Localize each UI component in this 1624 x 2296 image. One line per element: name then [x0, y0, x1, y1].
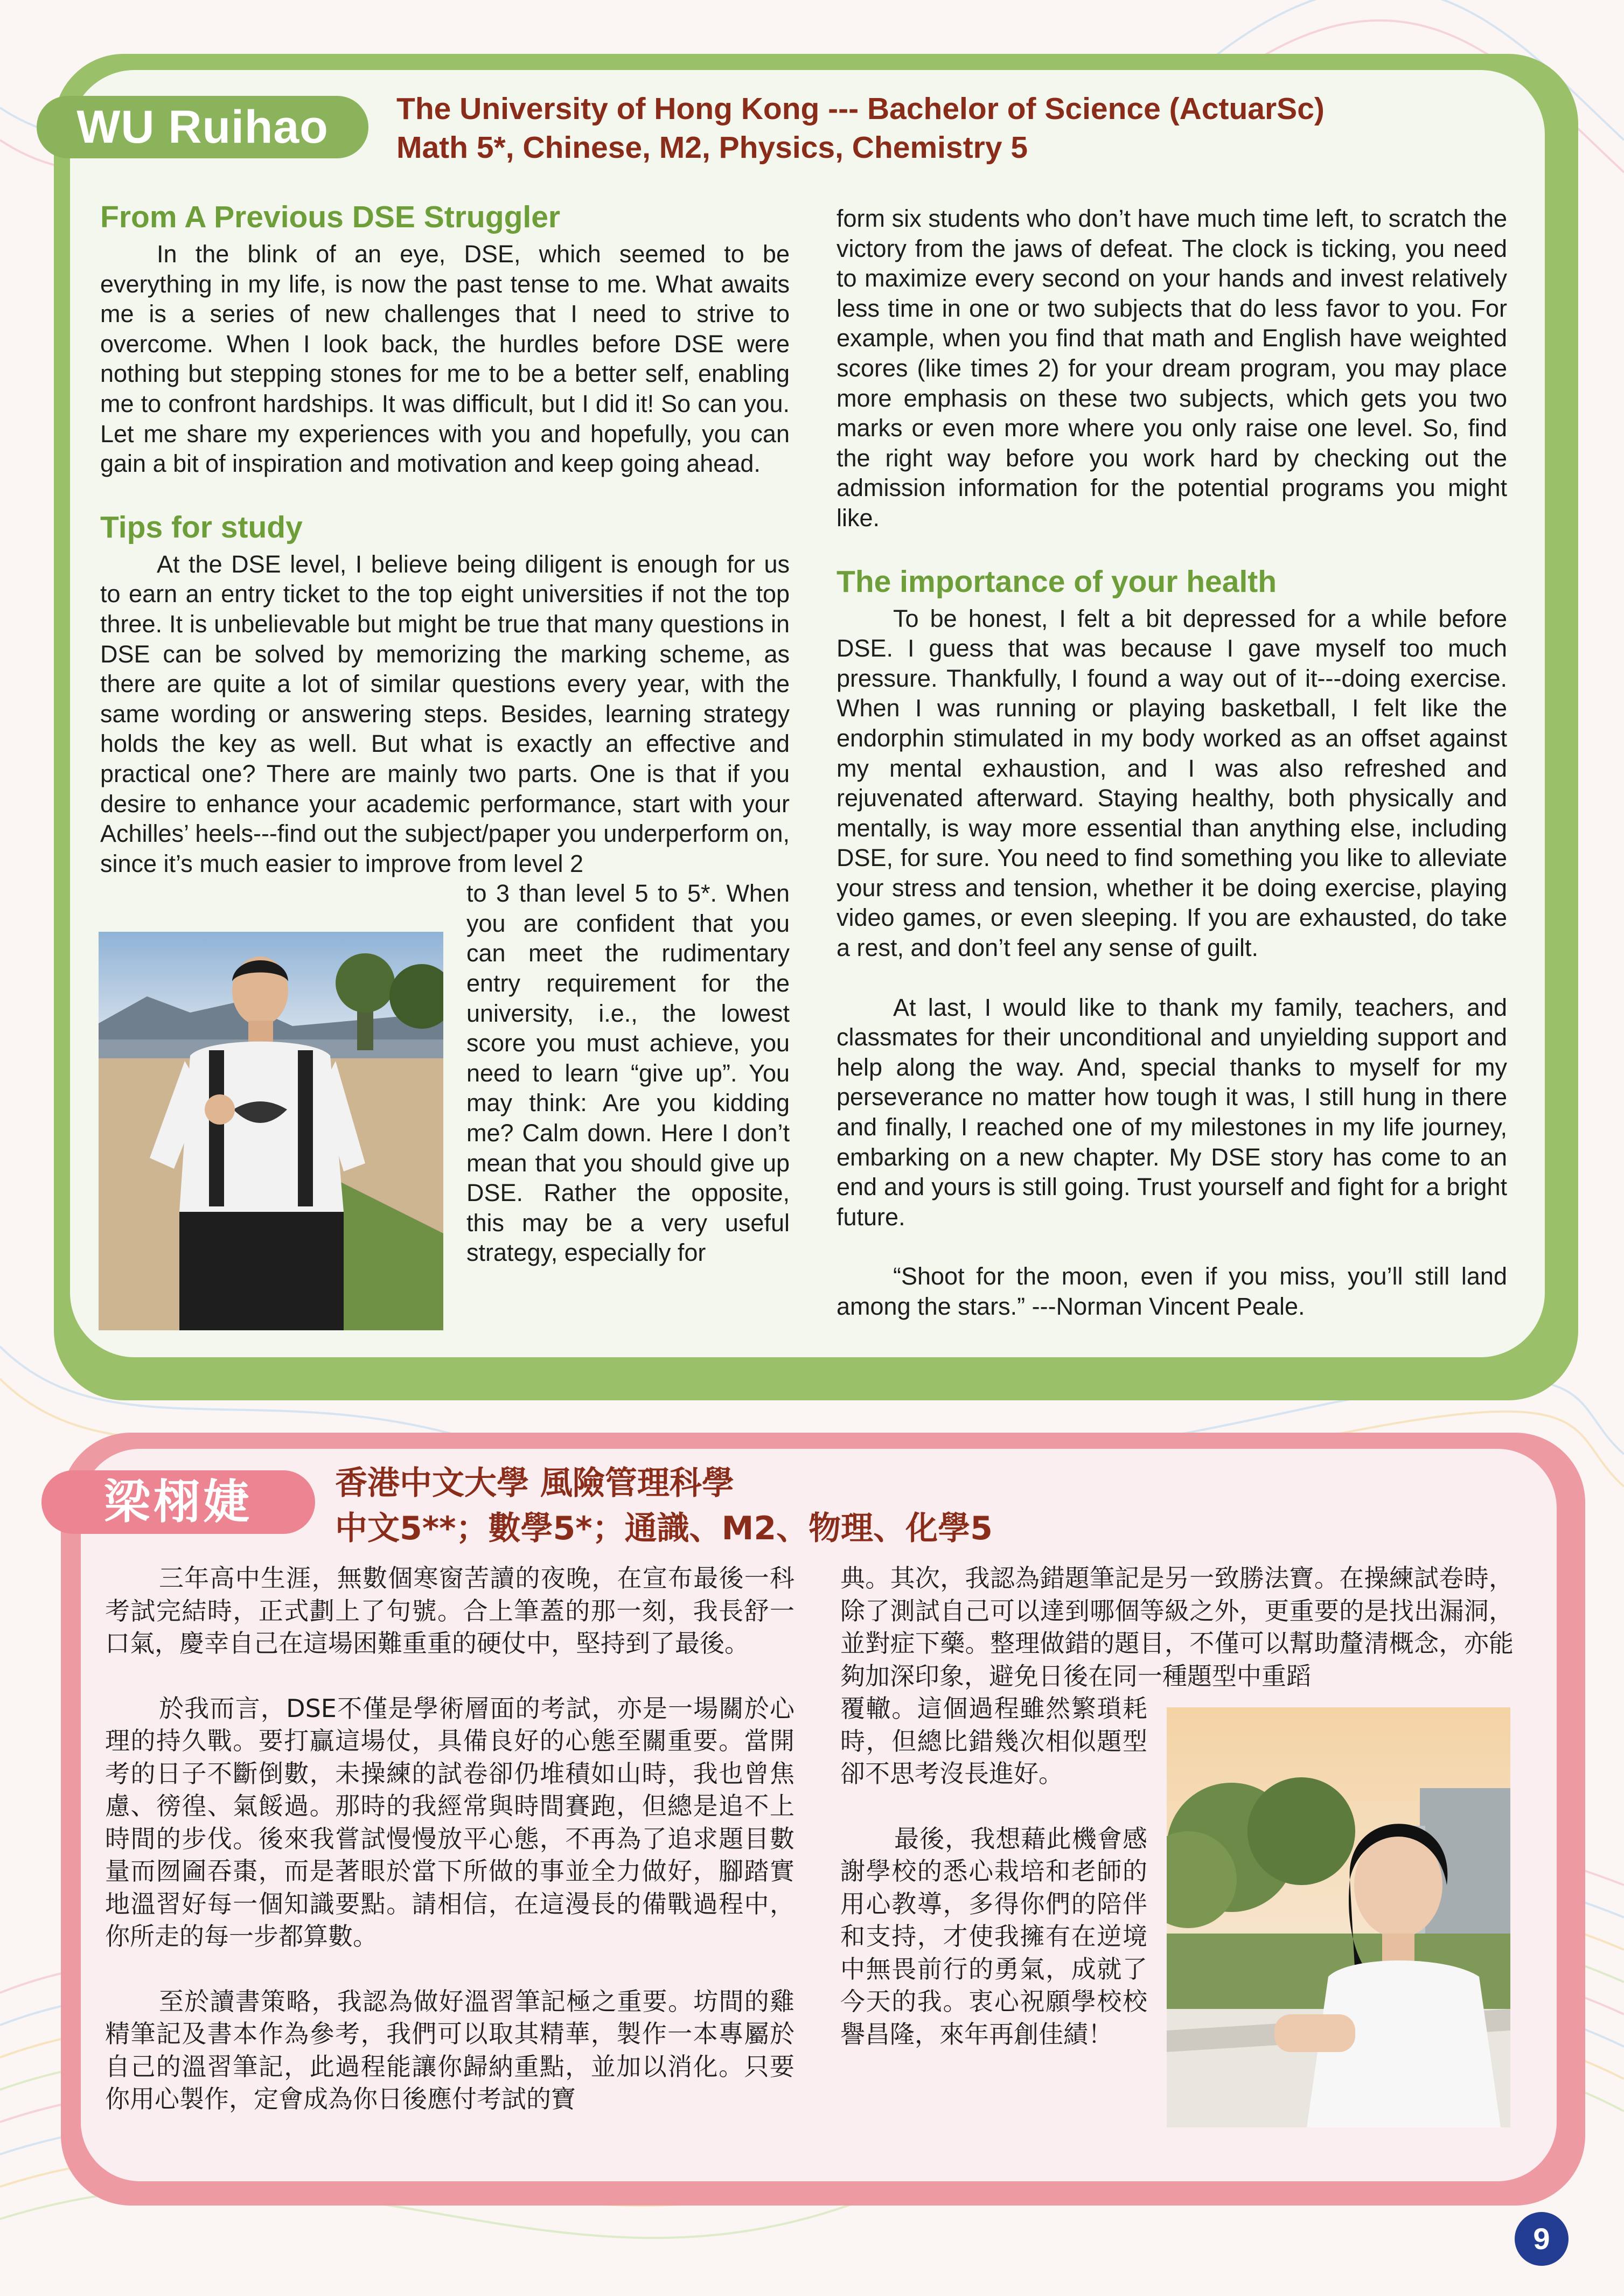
paragraph: 三年高中生涯，無數個寒窗苦讀的夜晚，在宣布最後一科考試完結時，正式劃上了句號。合上筆蓋的那一刻，我長舒一口氣，慶幸自己在這場困難重重的硬仗中，堅持到了最後。 — [105, 1564, 794, 1658]
student-heading-zh — [335, 1461, 993, 1551]
section-title: From A Previous DSE Struggler — [100, 200, 561, 234]
paragraph-continued: 覆轍。這個過程雖然繁瑣耗時，但總比錯幾次相似題型卻不思考沒長進好。 — [840, 1694, 1147, 1788]
paragraph-continued: form six students who don’t have much time left, to scratch the victory from the jaws of defeat. The clock is ticking, you need to maximize every second on your hands and invest relatively less time in one or two subjects that do less favor to you. For example, when you find that math and English have weighted scores (like times 2) for your dream program, you may place more emphasis on these two subjects, which gets you two marks or even more where you only raise one level. So, find the right way before you work hard by checking out the admission information for the potential programs you might like. — [837, 205, 1507, 532]
paragraph: At the DSE level, I believe being diligent is enough for us to earn an entry ticket to the top eight universities if not the top three. It is unbelievable but might be true that many questions in DSE can be solved by memorizing the marking scheme, as there are quite a lot of similar questions every year, with the same wording or answering steps. Besides, learning strategy holds the key as well. But what is exactly an effective and practical one? There are mainly two parts. One is that if you desire to enhance your academic performance, start with your Achilles’ heels---find out the subject/paper you underperform on, since it’s much easier to improve from level 2 — [100, 550, 790, 877]
paragraph: 於我而言，DSE不僅是學術層面的考試，亦是一場關於心理的持久戰。要打贏這場仗，具備良好的心態至關重要。當開考的日子不斷倒數，未操練的試卷卻仍堆積如山時，我也曾焦慮、徬徨、氣餒過。那時的我經常與時間賽跑，但總是追不上時間的步伐。後來我嘗試慢慢放平心態，不再為了追求題目數量而囫圇吞棗，而是著眼於當下所做的事並全力做好，腳踏實地溫習好每一個知識要點。請相信，在這漫長的備戰過程中，你所走的每一步都算數。 — [105, 1693, 794, 1951]
page-number-badge: 9 — [1515, 2212, 1569, 2266]
student-photo-en — [99, 932, 443, 1330]
university-program-en: The University of Hong Kong --- Bachelor of Science (ActuarSc) — [396, 92, 1325, 126]
paragraph: 最後，我想藉此機會感謝學校的悉心栽培和老師的用心教導，多得你們的陪伴和支持，才使我擁有在逆境中無畏前行的勇氣，成就了今天的我。衷心祝願學校校譽昌隆，來年再創佳績！ — [840, 1824, 1147, 2049]
article-column-2 — [837, 204, 1507, 1322]
section-title: The importance of your health — [837, 564, 1277, 599]
paragraph: To be honest, I felt a bit depressed for a while before DSE. I guess that was because I gave myself too much pressure. Thankfully, I found a way out of it---doing exercise. When I was running or playing basketball, I felt like the endorphin stimulated in my body worked as an offset against my mental exhaustion, and I was also refreshed and rejuvenated afterward. Staying healthy, both physically and mentally, is way more essential than anything else, including DSE, for sure. You need to find something you like to alleviate your stress and tension, whether it be doing exercise, playing video games, or even sleeping. If you are exhausted, do take a rest, and don’t feel any sense of guilt. — [837, 604, 1507, 962]
closing-quote: “Shoot for the moon, even if you miss, you’ll still land among the stars.” ---Norman Vincent Peale. — [837, 1262, 1507, 1320]
student-name-en: WU Ruihao — [37, 96, 368, 158]
student-heading-en — [396, 89, 1325, 167]
section-title: Tips for study — [100, 510, 303, 545]
paragraph: 至於讀書策略，我認為做好溫習筆記極之重要。坊間的雞精筆記及書本作為參考，我們可以取其精華，製作一本專屬於自己的溫習筆記，此過程能讓你歸納重點，並加以消化。只要你用心製作，定會成為你日後應付考試的寶 — [105, 1986, 794, 2113]
paragraph-continued: 典。其次，我認為錯題筆記是另一致勝法寶。在操練試卷時，除了測試自己可以達到哪個等級之外，更重要的是找出漏洞，並對症下藥。整理做錯的題目，不僅可以幫助釐清概念，亦能夠加深印象，避免日後在同一種題型中重蹈 — [840, 1564, 1514, 1691]
student-photo-zh — [1167, 1707, 1510, 2127]
paragraph: At last, I would like to thank my family, teachers, and classmates for their unconditional and unyielding support and help along the way. And, special thanks to myself for my perseverance no matter how tough it was, I still hung in there and finally, I reached one of my milestones in my life journey, embarking on a new chapter. My DSE story has come to an end and yours is still going. Trust yourself and fight for a bright future. — [837, 993, 1507, 1231]
student-name-zh: 梁栩婕 — [41, 1470, 315, 1534]
chinese-column-1 — [105, 1562, 794, 2116]
university-program-zh: 香港中文大學 風險管理科學 — [335, 1464, 734, 1502]
paragraph-continued: to 3 than level 5 to 5*. When you are confident that you can meet the rudimentary entry requirement for the university, i.e., the lowest score you must achieve, you need to learn “give up”. You may think: Are you kidding me? Calm down. Here I don’t mean that you should give up DSE. Rather the opposite, this may be a very useful strategy, especially for — [466, 880, 790, 1267]
grades-zh: 中文5**；數學5*；通識、M2、物理、化學5 — [335, 1510, 993, 1547]
paragraph: In the blink of an eye, DSE, which seemed to be everything in my life, is now the past tense to me. What awaits me is a series of new challenges that I need to strive to overcome. When I look back, the hurdles before DSE were nothing but stepping stones for me to be a better self, enabling me to confront hardships. It was difficult, but I did it! So can you. Let me share my experiences with you and hopefully, you can gain a bit of inspiration and motivation and keep going ahead. — [100, 240, 790, 478]
grades-en: Math 5*, Chinese, M2, Physics, Chemistry 5 — [396, 130, 1028, 165]
